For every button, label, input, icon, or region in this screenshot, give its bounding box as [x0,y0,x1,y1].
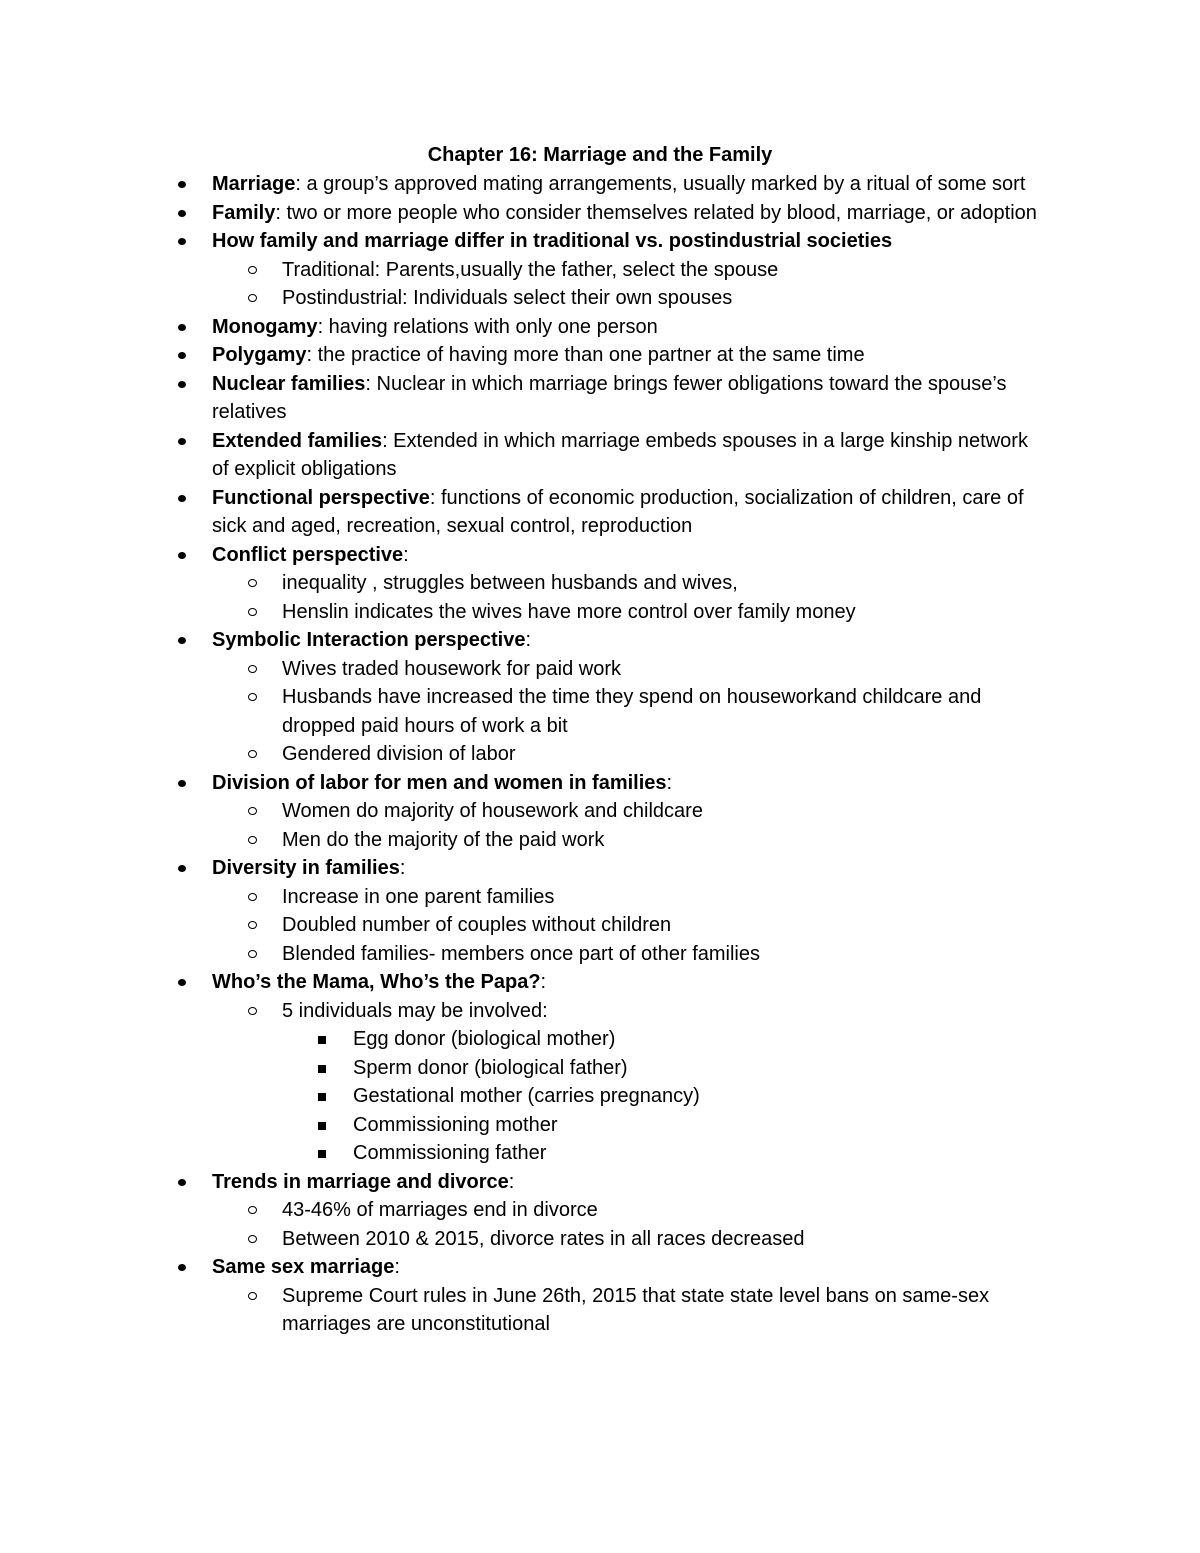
item-text: Husbands have increased the time they spend on houseworkand childcare and dropped paid hours of work a bit [282,686,982,737]
item-text: Men do the majority of the paid work [282,828,605,851]
item-text: Wives traded housework for paid work [282,657,622,680]
bullet-item [0,313,1048,342]
hollow-circle-bullet-icon [248,294,257,302]
item-text: : [666,771,673,794]
filled-circle-bullet-icon [178,865,186,872]
bullet-item [0,484,1048,541]
item-text: Henslin indicates the wives have more control over family money [282,600,856,623]
bullet-item [0,541,1048,570]
item-term: Trends in marriage and divorce [212,1170,509,1193]
item-text: : functions of economic production, socialization of children, care of sick and aged, recreation, sexual control, reproduction [212,486,1024,537]
item-term: Diversity in families [212,857,400,879]
item-text: 5 individuals may be involved: [282,999,548,1022]
item-term: Same sex marriage [212,1256,395,1278]
hollow-circle-bullet-icon [248,1292,257,1300]
sub-bullet-item [0,683,1048,740]
filled-circle-bullet-icon [178,352,186,359]
item-text: : Nuclear in which marriage brings fewer obligations toward the spouse’s relatives [212,372,1007,423]
bullet-item [0,170,1048,199]
bullet-item [0,427,1048,484]
filled-square-bullet-icon [318,1093,326,1101]
hollow-circle-bullet-icon [248,836,257,844]
item-text: : [508,1170,515,1193]
item-text: : the practice of having more than one partner at the same time [306,344,865,366]
item-text: 43-46% of marriages end in divorce [282,1199,598,1221]
item-text: Sperm donor (biological father) [353,1056,628,1079]
filled-circle-bullet-icon [178,552,186,559]
hollow-circle-bullet-icon [248,665,257,673]
sub-bullet-item [0,940,1048,969]
bullet-item [0,370,1048,427]
sub-bullet-item [0,797,1048,826]
item-text: Traditional: Parents,usually the father, select the spouse [282,258,779,281]
item-text: Women do majority of housework and childcare [282,800,703,822]
sub-sub-bullet-item [0,1025,1048,1054]
item-text: : [394,1256,400,1278]
item-text: : [399,857,406,879]
sub-bullet-item [0,569,1048,598]
filled-circle-bullet-icon [178,495,186,502]
item-text: Gestational mother (carries pregnancy) [353,1085,700,1107]
filled-circle-bullet-icon [178,1179,186,1186]
hollow-circle-bullet-icon [248,893,257,901]
hollow-circle-bullet-icon [248,750,257,758]
filled-circle-bullet-icon [178,324,186,331]
filled-square-bullet-icon [318,1122,326,1130]
item-term: Extended families [212,429,383,452]
bullet-item [0,199,1048,228]
hollow-circle-bullet-icon [248,579,257,587]
sub-bullet-item [0,911,1048,940]
sub-bullet-item [0,1282,1048,1339]
sub-bullet-item [0,997,1048,1026]
filled-circle-bullet-icon [178,780,186,787]
item-term: Polygamy [212,344,307,366]
sub-bullet-item [0,284,1048,313]
item-text: Egg donor (biological mother) [353,1028,616,1050]
item-text: Between 2010 & 2015, divorce rates in all races decreased [282,1227,805,1250]
filled-circle-bullet-icon [178,181,186,188]
sub-sub-bullet-item [0,1054,1048,1083]
item-term: Marriage [212,173,296,195]
sub-bullet-item [0,1196,1048,1225]
bullet-item [0,626,1048,655]
item-text: Increase in one parent families [282,885,555,908]
item-term: Family [212,201,276,224]
bullet-item [0,341,1048,370]
item-text: Gendered division of labor [282,743,516,765]
item-text: : having relations with only one person [317,315,658,338]
filled-square-bullet-icon [318,1150,326,1158]
sub-bullet-item [0,256,1048,285]
item-text: Blended families- members once part of other families [282,942,760,965]
item-text: Postindustrial: Individuals select their own spouses [282,287,733,309]
item-text: Doubled number of couples without children [282,914,672,936]
filled-circle-bullet-icon [178,979,186,986]
item-term: Who’s the Mama, Who’s the Papa? [212,971,541,993]
sub-bullet-item [0,1225,1048,1254]
item-text: : Extended in which marriage embeds spouses in a large kinship network of explicit obligations [212,429,1028,480]
hollow-circle-bullet-icon [248,921,257,929]
bullet-item [0,1253,1048,1282]
item-text: : two or more people who consider themselves related by blood, marriage, or adoption [275,201,1037,224]
item-term: How family and marriage differ in traditional vs. postindustrial societies [212,230,893,252]
filled-circle-bullet-icon [178,1264,186,1271]
sub-sub-bullet-item [0,1139,1048,1168]
item-text: : [525,629,531,651]
hollow-circle-bullet-icon [248,693,257,701]
sub-sub-bullet-item [0,1111,1048,1140]
sub-bullet-item [0,598,1048,627]
bullet-item [0,1168,1048,1197]
filled-circle-bullet-icon [178,381,186,388]
item-text: Supreme Court rules in June 26th, 2015 that state state level bans on same-sex marriages are unconstitutional [282,1284,990,1335]
filled-square-bullet-icon [318,1036,326,1044]
filled-circle-bullet-icon [178,210,186,217]
bullet-item [0,854,1048,883]
item-text: : a group’s approved mating arrangements, usually marked by a ritual of some sort [295,173,1026,195]
sub-bullet-item [0,826,1048,855]
item-term: Nuclear families [212,372,366,395]
hollow-circle-bullet-icon [248,950,257,958]
item-term: Monogamy [212,315,318,338]
bullet-item [0,227,1048,256]
hollow-circle-bullet-icon [248,608,257,616]
sub-bullet-item [0,883,1048,912]
bullet-item [0,769,1048,798]
sub-bullet-item [0,655,1048,684]
hollow-circle-bullet-icon [248,1235,257,1243]
bullet-item [0,968,1048,997]
sub-bullet-item [0,740,1048,769]
filled-circle-bullet-icon [178,637,186,644]
item-text: : [540,971,547,993]
hollow-circle-bullet-icon [248,807,257,815]
item-term: Symbolic Interaction perspective [212,629,526,651]
item-term: Functional perspective [212,486,430,509]
filled-square-bullet-icon [318,1065,326,1073]
item-text: Commissioning mother [353,1113,558,1136]
page-title: Chapter 16: Marriage and the Family [427,144,773,166]
hollow-circle-bullet-icon [248,1206,257,1214]
hollow-circle-bullet-icon [248,266,257,274]
sub-sub-bullet-item [0,1082,1048,1111]
item-text: Commissioning father [353,1142,547,1164]
item-term: Conflict perspective [212,543,404,566]
filled-circle-bullet-icon [178,238,186,245]
item-text: inequality , struggles between husbands and wives, [282,572,738,594]
filled-circle-bullet-icon [178,438,186,445]
notes-list [0,170,1200,1339]
item-text: : [403,543,409,566]
item-term: Division of labor for men and women in families [212,771,667,794]
hollow-circle-bullet-icon [248,1007,257,1015]
